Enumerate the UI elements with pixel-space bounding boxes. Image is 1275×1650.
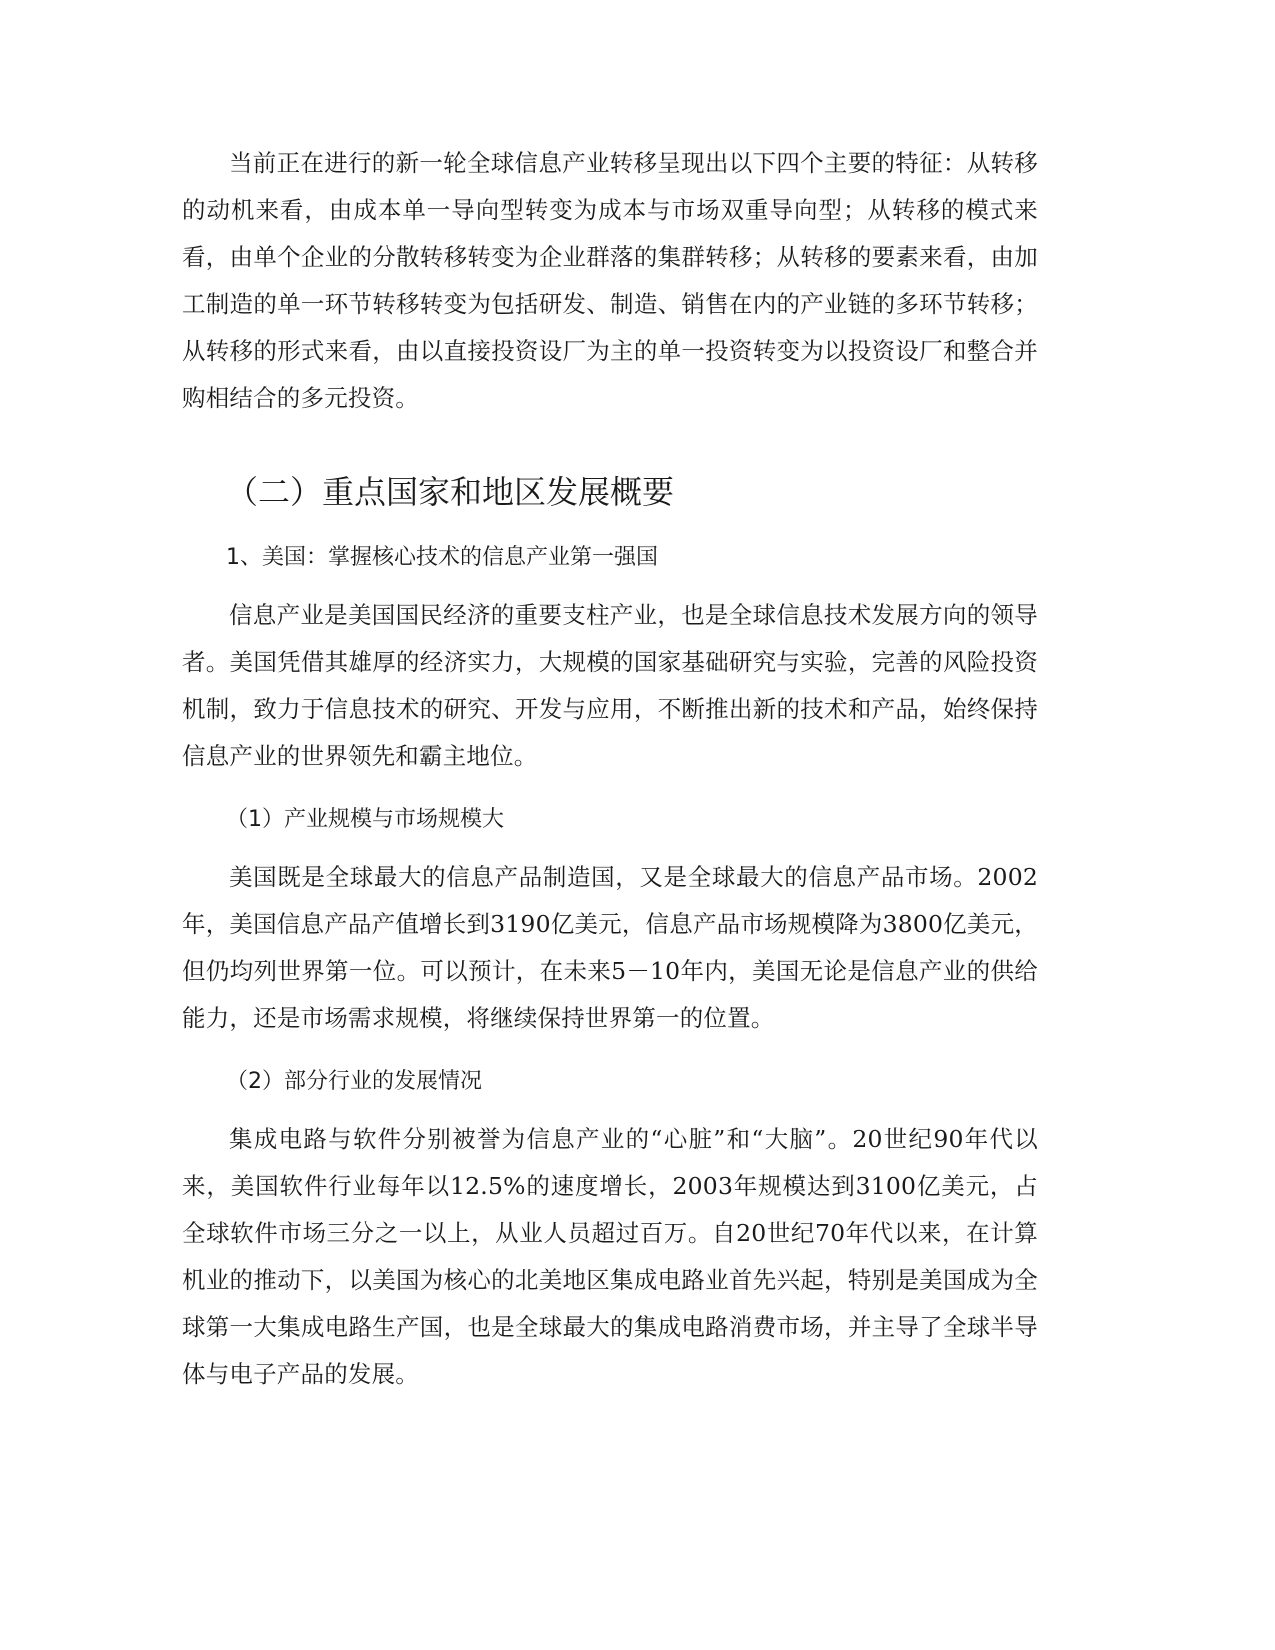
section-heading-overview: （二）重点国家和地区发展概要: [226, 473, 675, 511]
paragraph-usa-intro: 信息产业是美国国民经济的重要支柱产业，也是全球信息技术发展方向的领导者。美国凭借其雄厚的经济实力，大规模的国家基础研究与实验，完善的风险投资机制，致力于信息技术的研究、开发与应用，不断推出新的技术和产品，始终保持信息产业的世界领先和霸主地位。: [182, 601, 1038, 770]
paragraph-industry-transfer: 当前正在进行的新一轮全球信息产业转移呈现出以下四个主要的特征：从转移的动机来看，由成本单一导向型转变为成本与市场双重导向型；从转移的模式来看，由单个企业的分散转移转变为企业群落的集群转移；从转移的要素来看，由加工制造的单一环节转移转变为包括研发、制造、销售在内的产业链的多环节转移；从转移的形式来看，由以直接投资设厂为主的单一投资转变为以投资设厂和整合并购相结合的多元投资。: [182, 149, 1038, 412]
paragraph-usa-scale: 美国既是全球最大的信息产品制造国，又是全球最大的信息产品市场。2002年，美国信息产品产值增长到3190亿美元，信息产品市场规模降为3800亿美元，但仍均列世界第一位。可以预计，在未来5－10年内，美国无论是信息产业的供给能力，还是市场需求规模，将继续保持世界第一的位置。: [182, 863, 1038, 1032]
subheading-usa: 1、美国：掌握核心技术的信息产业第一强国: [226, 545, 658, 570]
subheading-scale: （1）产业规模与市场规模大: [226, 807, 504, 832]
subheading-industry: （2）部分行业的发展情况: [226, 1069, 482, 1094]
document-page: [182, 140, 1038, 1398]
paragraph-usa-industry: 集成电路与软件分别被誉为信息产业的“心脏”和“大脑”。20世纪90年代以来，美国软件行业每年以12.5%的速度增长，2003年规模达到3100亿美元，占全球软件市场三分之一以上，从业人员超过百万。自20世纪70年代以来，在计算机业的推动下，以美国为核心的北美地区集成电路业首先兴起，特别是美国成为全球第一大集成电路生产国，也是全球最大的集成电路消费市场，并主导了全球半导体与电子产品的发展。: [182, 1125, 1038, 1388]
